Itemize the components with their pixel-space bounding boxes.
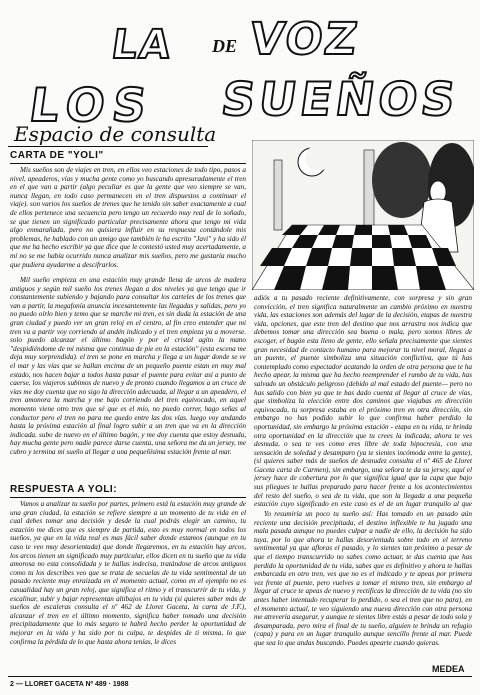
answer-paragraph-2: adiós a tu pasado reciente definitivamente, con sorpresa y sin gran convicción, el tren significa naturalmente un cambio próximo en nuestra vida, las estaciones son además del lugar de la decisión, etapas de nuestra vida, opciones, que este tren del destino que nos arrastra nos indica que debemos tomar una dirección sea buena o mala, pero somos libres de escoger, el bagón esta lleno de gente, ello señala precisamente que sientes gran necesidad de contacto humano para mejorar tu nivel moral, llegas a un puente, el puente simboliza una situación conflictiva, que tú has contemplado como espectador acatando la orden de otra persona que te ha hecho apear, la misma que ha hecho reemprender el rumbo de tu vida, has salvado un obstáculo peligroso (debido al mal estado del puente— pero no has salido con bien ya que te has dado cuenta al llegar al cruce de vías, que simboliza la elección entre dos caminos que viajabas en dirección equivocada, tu sorpresa estaba en el próximo tren en otra dirección, sin embargo no has podido subir lo que confirma haber perdido la oportunidad, sin embargo la próxima estación - etapa en tu vida, te brinda otra oportunidad en la dirección que tu crees la indicada, ahora te ves desnuda, o sea te ves como eres libre de toda hipocresía, con una sensación de soledad y desamparo (ya te sientes incómoda entre la gente), (si quieres saber más de sueños de desnudez consulta el nº 465 de Lloret Gaceta carta de Carmen), sin embargo, una señora te da su jersey, aquí el jersey hace de cobertura por lo que significa igual que la capa que bajo sus pliegues te hallas preparado para hacer frente a los acontecimientos del resto del sueño, o sea de tu vida, que son la llegada a una pequeña estación cuyo significado en este caso es el de un lugar tranquilo al que [254,294,472,508]
masthead [0,0,480,146]
answer-paragraph-1: Vamos a analizar tu sueño por partes, primero está la estación muy grande de una gran ciudad, la estación se refiere siempre a un momento de tu vida en el cual debes tomar una decisión y desde la cual podrás elegir un camino, tu estación me dices que es siempre de partida, esto es muy normal en todos los sueños, ya que en la vida real es mas fácil saber donde estamos (aunque en tu caso te veo muy desorientada) que donde llegaremos, en tu estación hay arcos, los arcos tienen un significado muy particular, ellos dicen en tu sueño que tu vida amorosa no esta consolidada y te hallas indecisa, tratándose de arcos antiguos como tu los describes veo que se trata de secuelas de tu vida sentimental de un pasado reciente muy enraizada en el momento actual, como en el ejemplo no es casualidad hay un gran reloj, que significa el ritmo y el transcurrir de tu vida, y escalinar, subir y bajar representan altibajos en tu vida (si quieres saber más de sueños de escaleras consulta el nº 462 de Lloret Gaceta, la carta de J.F.), alcanzar el tren en el último momento, significa haber tomado una decisión precipitadamente que lo más seguro te habrá hecho perder la oportunidad de mejorar en la vida y ha sido por tu culpa, te despides de ti misma, lo que confirma la pérdida de lo que hasta ahora tenías, le dices [10,500,246,646]
author-signature: MEDEA [432,664,465,674]
masthead-de: DE [212,36,238,56]
answer-text-col-2 [254,294,472,508]
answer-text-col-3 [254,510,472,662]
letter-paragraph-1: Mis sueños son de viajes en tren, en ellos veo estaciones de todo tipo, pasos a nivel, apeaderos, vías y mucha gente como yo buscando apresuradamente el tren en el que van a partir (algo peculiar es que la gente que veo siempre se van, nunca llegan, en todo caso permanecen en el tren dispuestos a continuar el viaje). son varios los sueños de trenes que he tenido sin saber exactamente a cual de ellos pertenece una secuencia pero tengo un recuerdo muy real de lo soñado, se que tienen un significado particular precisamente ahora que tengo mi vida algo enmarañada, pero no quisiera influir en su respuesta contándole mis problemas, he hablado con un amigo que también le ha escrito "Javi" y ha sido él que me ha hecho escribir ya que dice que le contestó usted muy acertadamente, a mí no se me había ocurrido nunca analizar mis sueños, pero me gustaría mucho que pudiera ayudarme a descifrarlos. [10,166,246,269]
letter-text-col-1 [10,166,246,272]
answer-text-col-1 [10,500,246,672]
masthead-los: LOS [26,78,158,132]
masthead-voz: VOZ [246,14,363,65]
answer-paragraph-3: Yo resumiría un poco tu sueño así: Has tomado en un pasado aún reciente una decisión precipitada, el destino inflexible te ha jugado una mala pasada aunque no puedes culpar a nadie de ello, la decisión ha sido tuya, por lo que ahora te hallas desorientada sobre todo en el terreno sentimental ya que afloras el pasado, y lo sientes tan próximo a pesar de que el tiempo transcurrido no sabes como actuar, te das cuenta que has perdido la oportunidad de tu vida, sabes que es definitivo y ahora te hallas embarcada en otro tren, ves que no es el indicado y te apeas por primera vez frente al puente, pero vuelves a tomar el mismo tren, sin embargo al llegar al cruce te apeas de nuevo y rectificas la dirección de tu vida (no sin antes haber intentado recuperar lo perdido, o sea el tren que no para), en el momento actual, te veo siguiendo una nueva dirección con otra persona me atrevería asegurar, y aunque te sientes libre estás a pesar de todo sola y desamparada, pero mira el final de tu sueño, alguien te brinda un refugio (capa) y para en un lugar tranquilo aunque sencillo frente al mar. Puede que sea lo que andas buscando. Puedes apearte cuando quieras. [254,510,472,647]
section-subtitle: Espacio de consulta [14,122,217,146]
subtitle-rule [8,146,208,147]
answer-heading-rule [10,497,246,498]
dream-illustration [252,140,474,290]
masthead-la: LA [108,22,176,68]
footer-rule [8,676,472,677]
page-footer: 2 — LLORET GACETA Nº 489 · 1988 [10,681,129,688]
answer-heading: RESPUESTA A YOLI: [10,484,118,495]
masthead-suenos: SUEÑOS [218,72,463,126]
letter-paragraph-2: Mil sueño empieza en una estación muy grande llena de arcos de madera antiguos y según mil sueño los trenes llegan a dos niveles ya que tengo que ir constantemente subiendo y bajando para consultar los carteles de los trenes que van a partir, la megafonía anuncia incesantemente las llegadas y salidas, pero yo no puedo oírlo bien y temo que se marche mi tren, es sin duda la estación de una gran ciudad y puedo ver un gran reloj en el centro, al fin creo entender que mi tren va a partir voy corriendo al andén indicado y el tren empieza ya a moverse. solo puedo alcanzar el último bagón y por el cristal agito la mano "despidiéndome de mi misma que continua de pie en la estación" (esta escena me deja muy sorprendida). el tren se pone en marcha y llega a un lugar donde se ve el mar y las vías que se hallan encima de un pequeño puente estan en muy mal estado, nos hacen bajar a todos hasta pasar el puente para evitar así a punto de caerse, los viajeros subimos de nuevo y de pronto cuando llegamos a un cruce de vías me doy cuenta que no sigo la dirección adecuada, al llegar a un apeadero, el tren amonora la marcha y me bajo corriendo del tren equivocado, en aquel momento viene otro tren que sé que es el mío, no puedo correr, hago señas al conductor pero el tren no para me quedo entre las dos vías. luego voy andando hasta la próxima estación al final logro subir a un tren que va en la dirección indicada. subo de nuevo en el último bagón, y me doy cuenta que estoy desnuda, hay mucha gente pero nadie parece darse cuenta, una señora me da un jersey, me cubro y termina mi sueño al llegar a una pequeñísima estación frente al mar. [10,276,246,456]
letter-heading-rule [10,163,246,164]
letter-text-col-2 [10,276,246,480]
letter-heading: CARTA DE "YOLI" [10,150,104,161]
